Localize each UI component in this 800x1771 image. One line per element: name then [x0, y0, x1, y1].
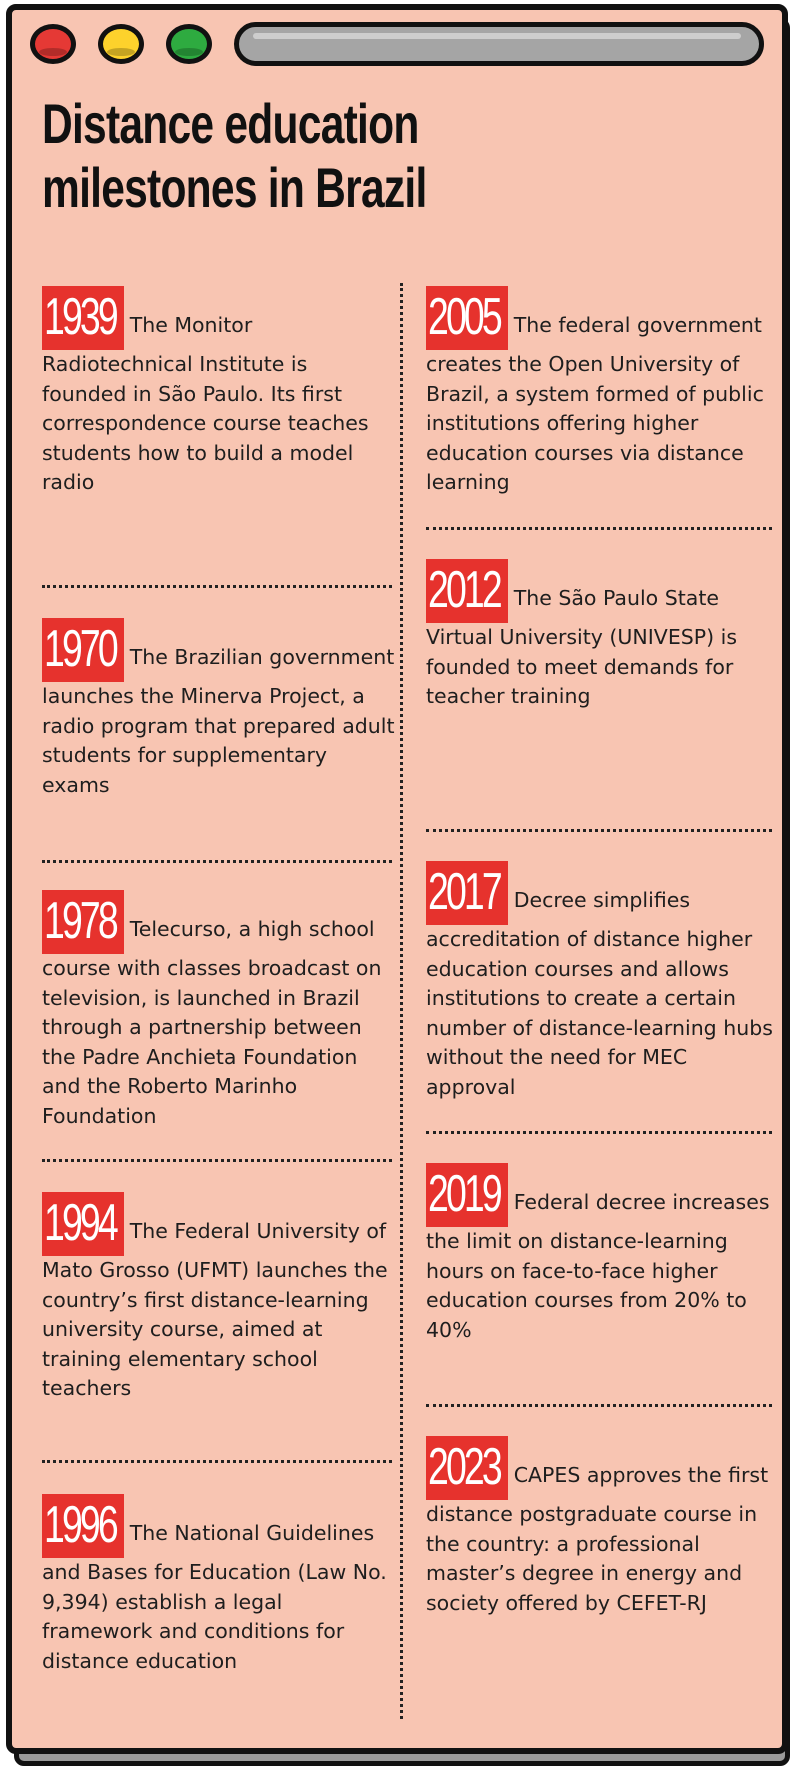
- timeline-entry: [42, 618, 397, 800]
- entry-text: Decree simplifies accreditation of distance higher education courses and allows institutions to create a certain number of distance-learning hubs without the need for MEC approval: [426, 888, 773, 1099]
- window-close-dot: [30, 24, 76, 64]
- window-minimize-dot: [98, 24, 144, 64]
- page-title: Distance education milestones in Brazil: [42, 92, 427, 219]
- row-divider: [426, 1131, 772, 1134]
- window-maximize-dot: [166, 24, 212, 64]
- entry-text: Federal decree increases the limit on distance-learning hours on face-to-face higher education courses from 20% to 40%: [426, 1190, 770, 1342]
- timeline-entry: [42, 1192, 397, 1404]
- row-divider: [426, 1404, 772, 1407]
- entry-text: The Brazilian government launches the Minerva Project, a radio program that prepared adult students for supplementary exams: [42, 645, 395, 797]
- row-divider: [42, 860, 392, 863]
- timeline-entry: [426, 286, 776, 498]
- timeline-entry: [426, 1436, 776, 1618]
- year-badge: 2019: [426, 1163, 508, 1227]
- row-divider: [42, 1460, 392, 1463]
- row-divider: [426, 829, 772, 832]
- year-badge: 2012: [426, 559, 508, 623]
- row-divider: [42, 585, 392, 588]
- entry-text: CAPES approves the first distance postgraduate course in the country: a professional master’s degree in energy and society offered by CEFET-RJ: [426, 1463, 769, 1615]
- column-divider: [400, 283, 403, 1719]
- row-divider: [42, 1159, 392, 1162]
- timeline-entry: [42, 1494, 397, 1676]
- timeline-entry: [426, 861, 776, 1102]
- timeline-entry: [42, 286, 397, 498]
- timeline-entry: [42, 890, 397, 1131]
- entry-text: The Federal University of Mato Grosso (UFMT) launches the country’s first distance-learning university course, aimed at training elementary school teachers: [42, 1219, 388, 1400]
- address-bar: [234, 22, 764, 66]
- entry-text: The São Paulo State Virtual University (UNIVESP) is founded to meet demands for teacher training: [426, 586, 738, 708]
- timeline-entry: [426, 559, 776, 712]
- entry-text: The Monitor Radiotechnical Institute is founded in São Paulo. Its first correspondence course teaches students how to build a model radio: [42, 313, 369, 494]
- timeline-entry: [426, 1163, 776, 1345]
- year-badge: 1996: [42, 1494, 124, 1558]
- year-badge: 1970: [42, 618, 124, 682]
- entry-text: Telecurso, a high school course with classes broadcast on television, is launched in Brazil through a partnership between the Padre Anchieta Foundation and the Roberto Marinho Foundation: [42, 917, 382, 1128]
- year-badge: 1939: [42, 286, 124, 350]
- entry-text: The federal government creates the Open University of Brazil, a system formed of public institutions offering higher education courses via distance learning: [426, 313, 764, 494]
- year-badge: 1994: [42, 1192, 124, 1256]
- year-badge: 2017: [426, 861, 508, 925]
- year-badge: 1978: [42, 890, 124, 954]
- entry-text: The National Guidelines and Bases for Education (Law No. 9,394) establish a legal framework and conditions for distance education: [42, 1521, 387, 1673]
- row-divider: [426, 527, 772, 530]
- year-badge: 2023: [426, 1436, 508, 1500]
- year-badge: 2005: [426, 286, 508, 350]
